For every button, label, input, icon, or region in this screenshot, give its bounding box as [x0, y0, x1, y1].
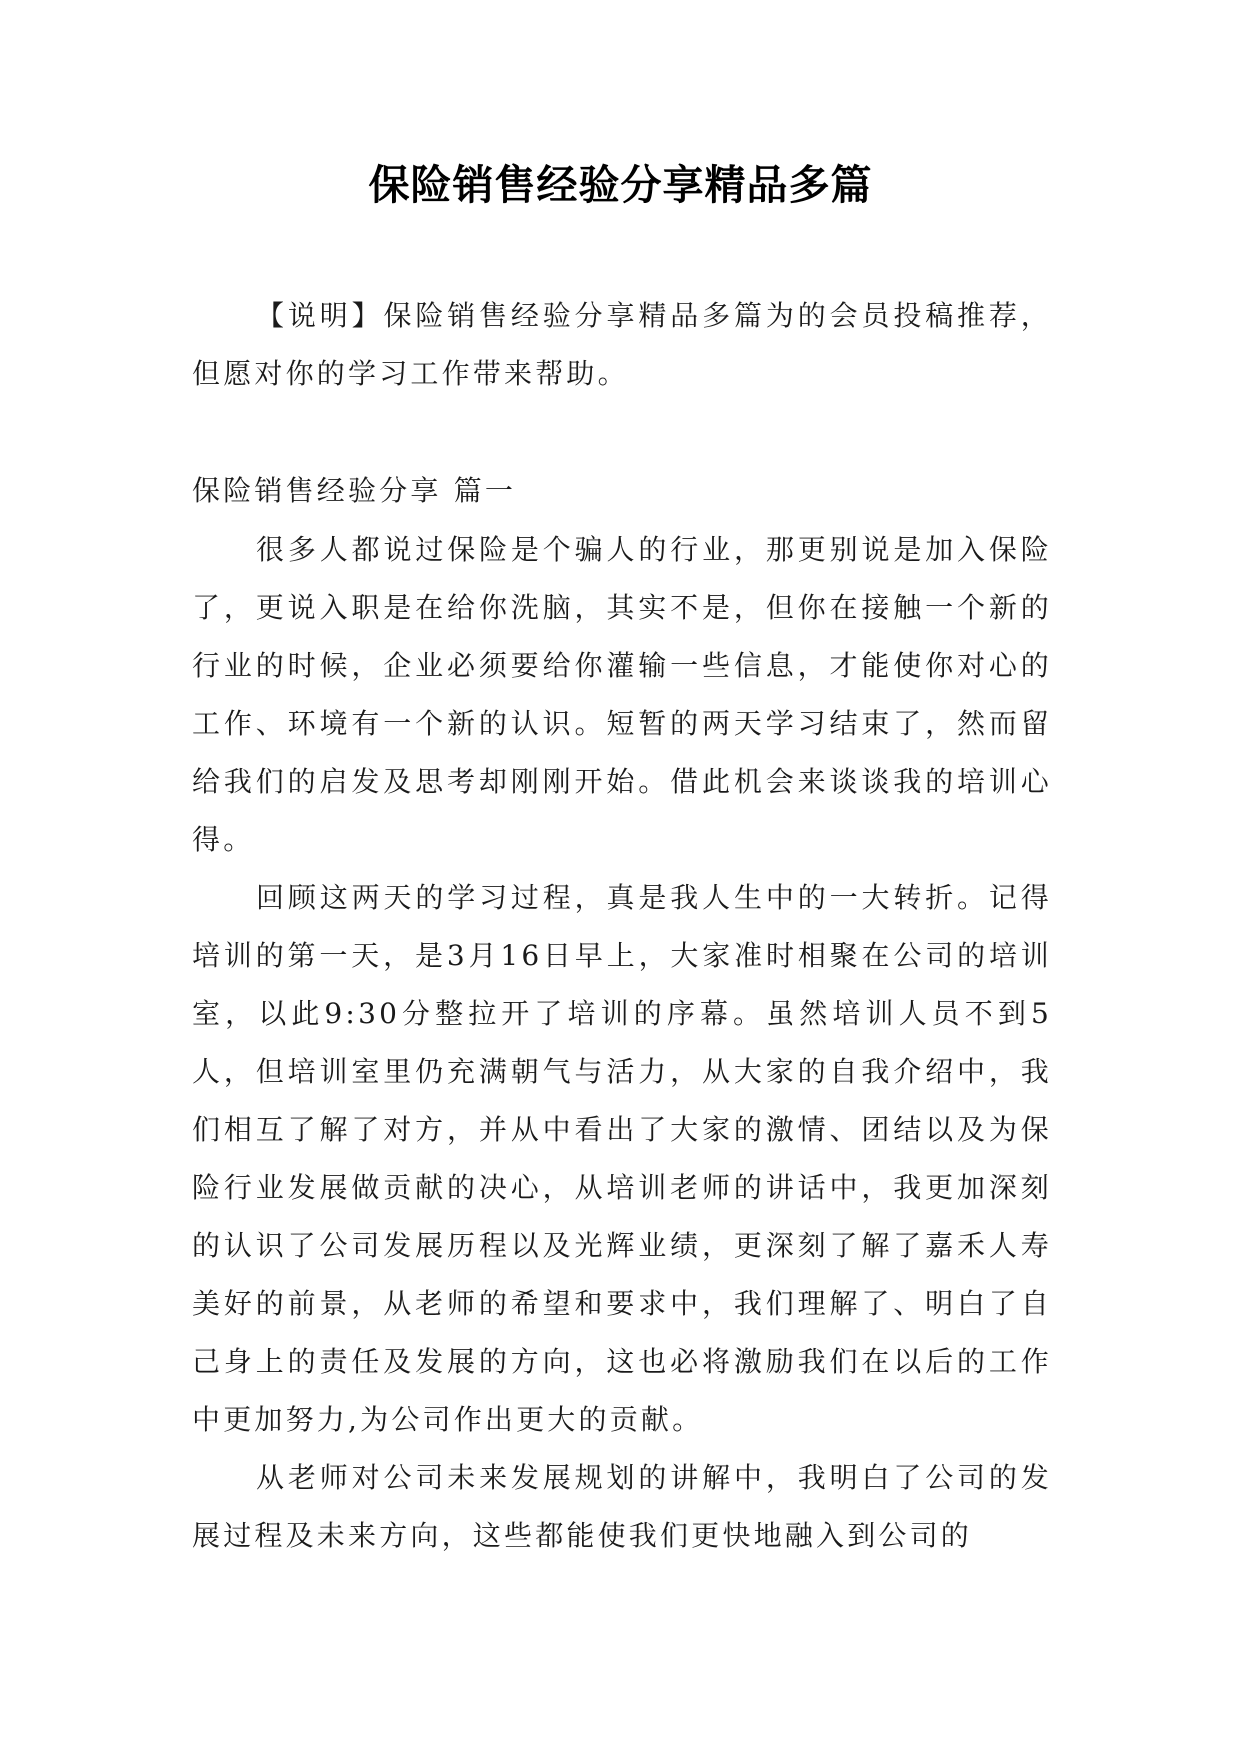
- article-body: [192, 521, 1052, 1565]
- document-title: 保险销售经验分享精品多篇: [368, 161, 873, 209]
- intro-note: [192, 287, 1052, 403]
- body-paragraph-1: 很多人都说过保险是个骗人的行业，那更别说是加入保险了，更说入职是在给你洗脑，其实不是，但你在接触一个新的行业的时候，企业必须要给你灌输一些信息，才能使你对心的工作、环境有一个新的认识。短暂的两天学习结束了，然而留给我们的启发及思考却刚刚开始。借此机会来谈谈我的培训心得。: [192, 533, 1052, 856]
- body-paragraph-2: 回顾这两天的学习过程，真是我人生中的一大转折。记得培训的第一天，是3月16日早上，大家准时相聚在公司的培训室，以此9:30分整拉开了培训的序幕。虽然培训人员不到5人，但培训室里仍充满朝气与活力，从大家的自我介绍中，我们相互了解了对方，并从中看出了大家的激情、团结以及为保险行业发展做贡献的决心，从培训老师的讲话中，我更加深刻的认识了公司发展历程以及光辉业绩，更深刻了解了嘉禾人寿美好的前景，从老师的希望和要求中，我们理解了、明白了自己身上的责任及发展的方向，这也必将激励我们在以后的工作中更加努力,为公司作出更大的贡献。: [192, 881, 1052, 1436]
- section-heading: 保险销售经验分享 篇一: [192, 474, 517, 507]
- intro-paragraph: 【说明】保险销售经验分享精品多篇为的会员投稿推荐，但愿对你的学习工作带来帮助。: [192, 299, 1052, 390]
- body-paragraph-3: 从老师对公司未来发展规划的讲解中，我明白了公司的发展过程及未来方向，这些都能使我们更快地融入到公司的: [192, 1461, 1052, 1552]
